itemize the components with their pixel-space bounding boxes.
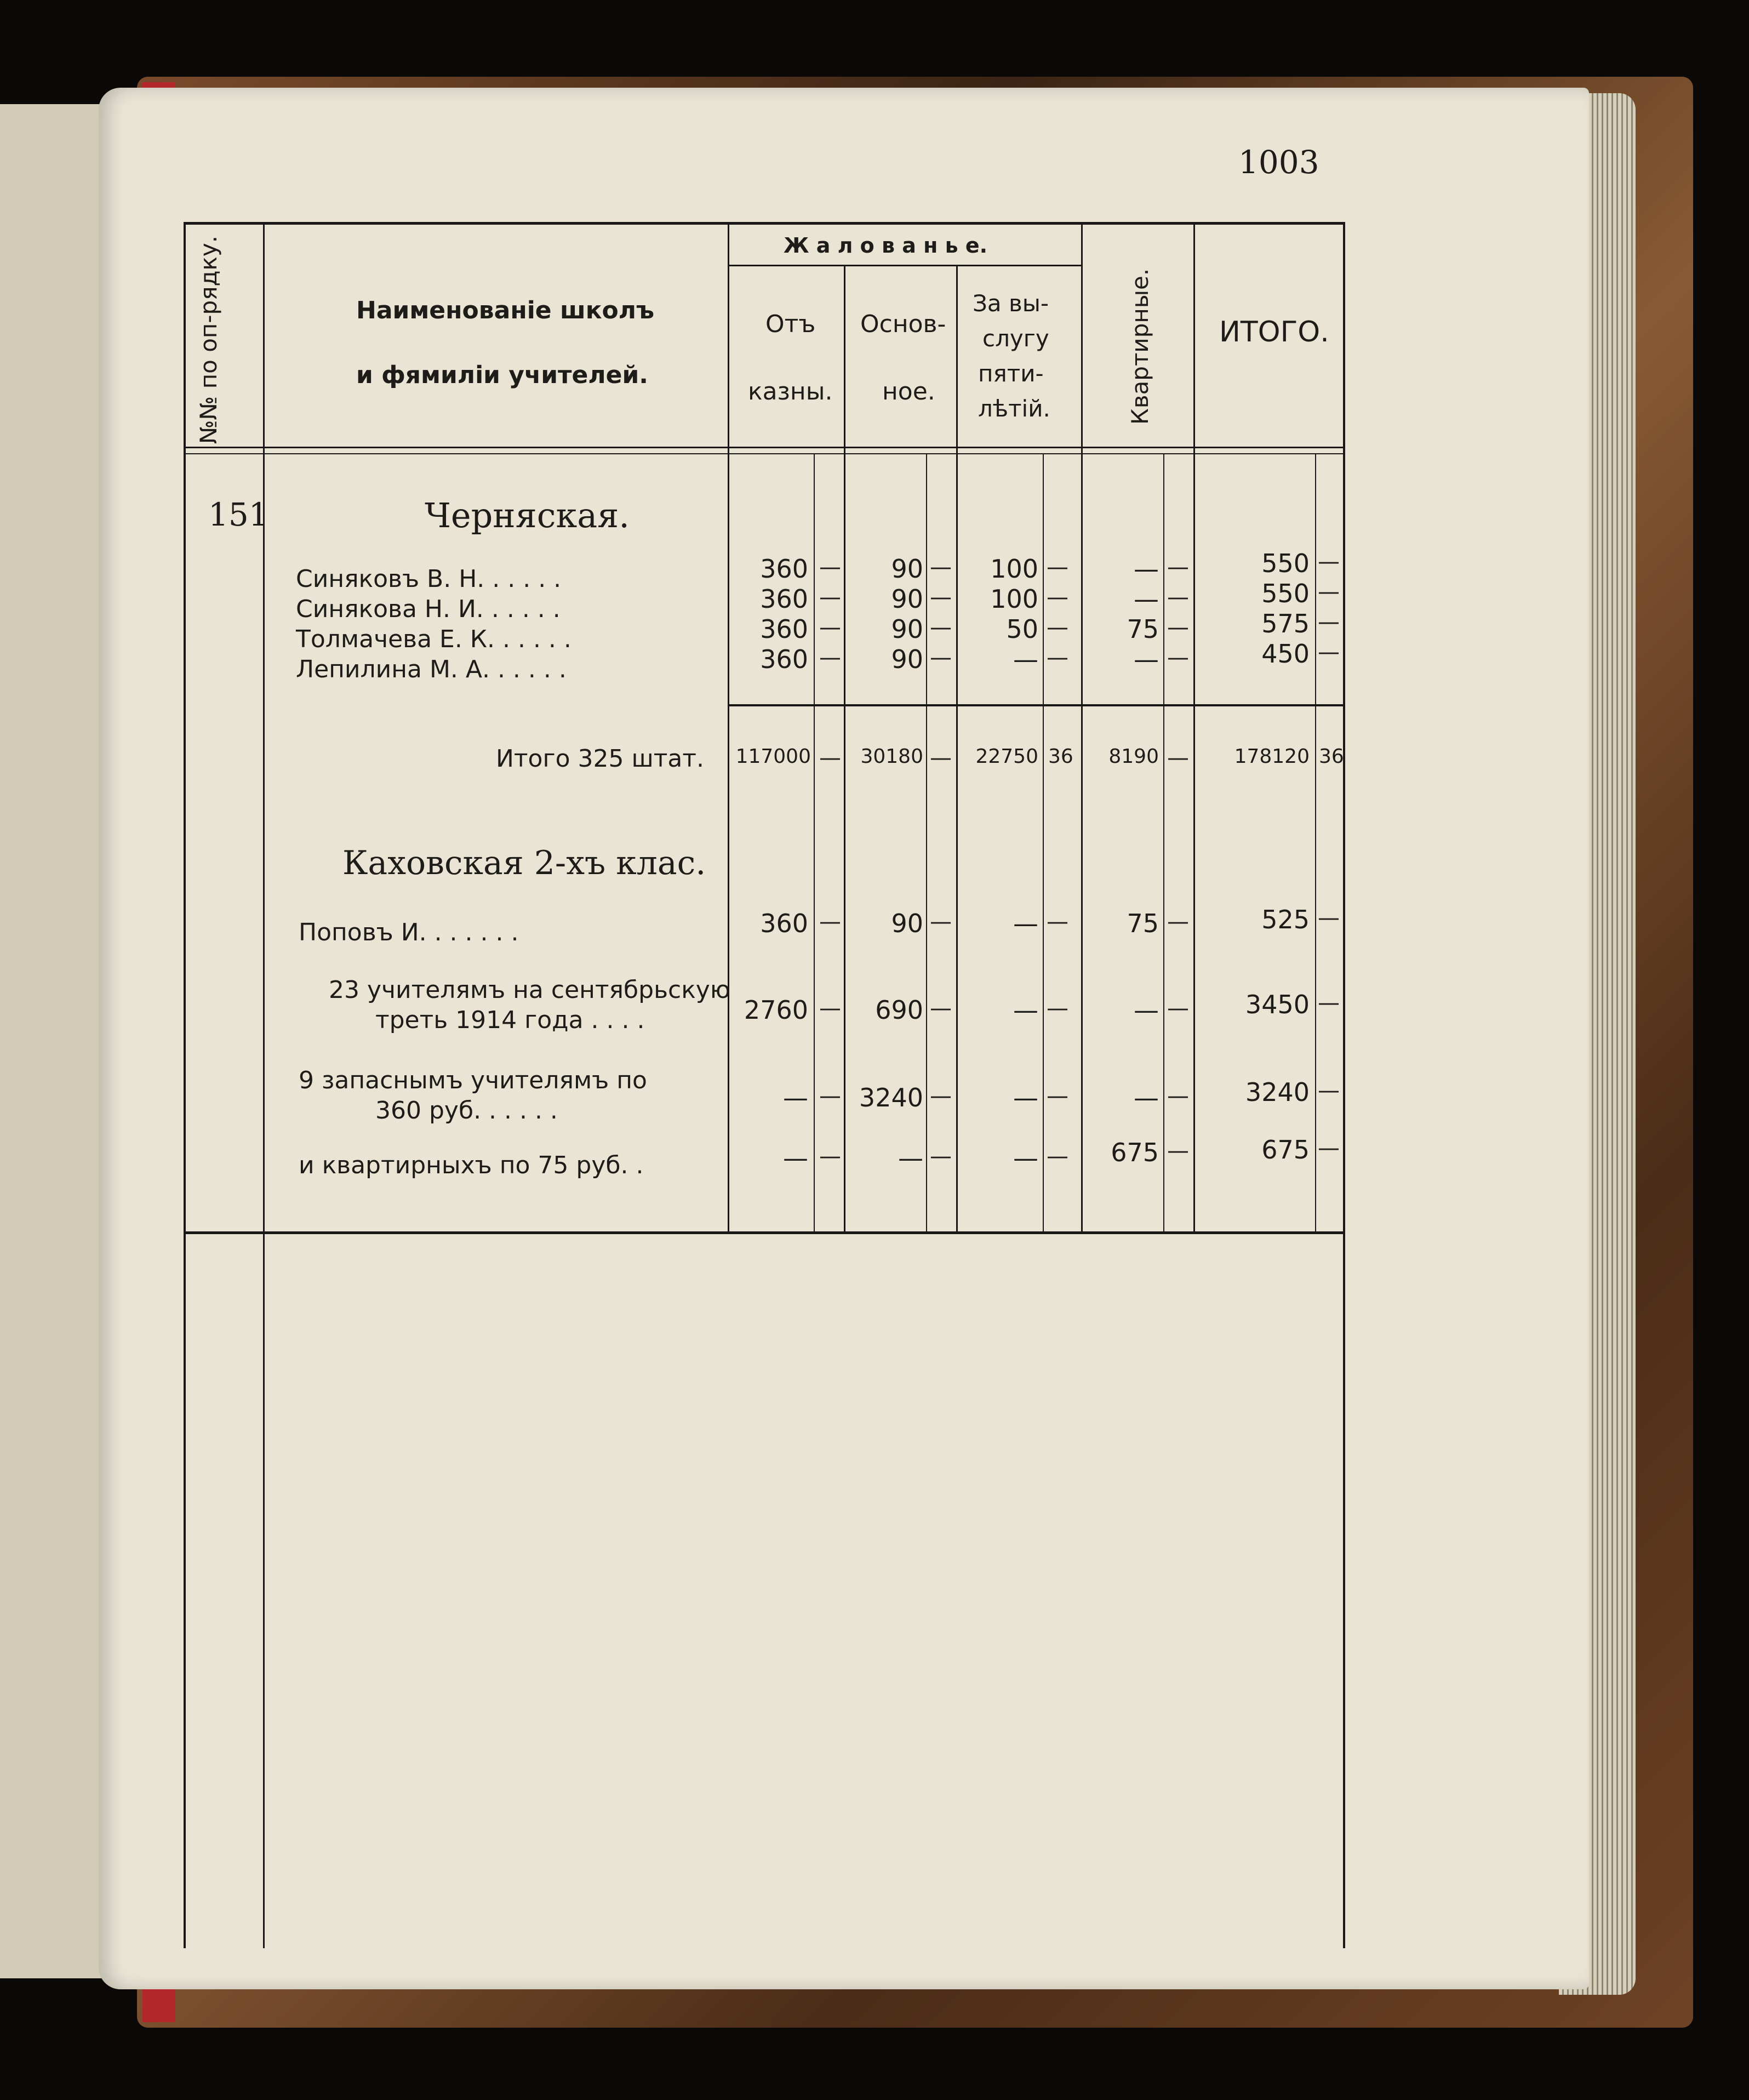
kop-dash: — xyxy=(819,585,841,610)
header-name-col-1: Наименованіе школъ xyxy=(356,296,655,324)
header-rule xyxy=(184,447,1345,448)
cell-kvart: — xyxy=(1134,644,1159,674)
cell-vyslugu: — xyxy=(1013,909,1038,938)
cell-itogo: 550 xyxy=(1261,549,1310,578)
cell-vyslugu: — xyxy=(1013,644,1038,674)
kop-dash: — xyxy=(819,996,841,1021)
header-kvartirnye: Квартирные. xyxy=(1127,268,1153,425)
kop-dash: — xyxy=(1047,1083,1068,1109)
kop-dash: — xyxy=(1047,909,1068,934)
header-name-col-2: и фямиліи учителей. xyxy=(356,361,648,389)
cell-osnov: 90 xyxy=(891,614,923,644)
kop-dash: — xyxy=(819,745,841,771)
col-rule-osnov xyxy=(956,266,958,1233)
col-rule-name xyxy=(728,222,729,1233)
cell-kazny: — xyxy=(783,1143,808,1173)
table-top-rule xyxy=(184,222,1345,225)
total-vyslugu: 22750 xyxy=(975,745,1038,768)
row-label-line1: 9 запаснымъ учителямъ по xyxy=(299,1066,647,1094)
cell-kazny: 360 xyxy=(760,614,808,644)
header-vyslugu-2: слугу xyxy=(982,325,1049,352)
kop-dash: — xyxy=(1047,555,1068,580)
header-rule-2 xyxy=(184,453,1345,454)
cell-kvart: — xyxy=(1134,554,1159,584)
cell-kvart: 675 xyxy=(1111,1138,1159,1167)
row-label-line2: треть 1914 года . . . . xyxy=(375,1006,645,1034)
cell-itogo: 575 xyxy=(1261,609,1310,638)
header-kazny-2: казны. xyxy=(748,378,833,406)
cell-kazny: 360 xyxy=(760,584,808,614)
cell-itogo: 450 xyxy=(1261,639,1310,669)
kop-dash: — xyxy=(1167,615,1189,640)
kop-dash: — xyxy=(1318,609,1340,635)
kop-dash: — xyxy=(930,745,952,771)
cell-kvart: — xyxy=(1134,995,1159,1025)
teacher-name: Толмачева Е. К. . . . . . xyxy=(296,625,571,653)
row-label-line2: 360 руб. . . . . . xyxy=(375,1097,558,1125)
kop-dash: — xyxy=(1318,640,1340,665)
kop-dash: — xyxy=(1318,1135,1340,1161)
header-vyslugu-4: лѣтій. xyxy=(978,395,1050,422)
header-osnov-1: Основ- xyxy=(860,310,946,338)
kop-dash: — xyxy=(1318,905,1340,931)
total-separator-rule xyxy=(728,704,1345,706)
header-num-col: №№ по оп-рядку. xyxy=(195,235,222,444)
cell-kvart: 75 xyxy=(1127,614,1159,644)
table-left-rule xyxy=(184,222,186,1948)
cell-vyslugu: 50 xyxy=(1006,614,1038,644)
page-number: 1003 xyxy=(1238,144,1319,181)
school-name-1: Черняская. xyxy=(425,495,630,535)
block-bottom-rule xyxy=(184,1231,1345,1234)
kop-dash: — xyxy=(1167,745,1189,771)
cell-osnov: 690 xyxy=(875,995,923,1025)
kop-dash: — xyxy=(819,1083,841,1109)
kop-dash: — xyxy=(1047,996,1068,1021)
cell-osnov: — xyxy=(898,1143,923,1173)
kop-dash: — xyxy=(930,555,952,580)
total-vyslugu-kop: 36 xyxy=(1048,745,1073,768)
cell-kazny: 360 xyxy=(760,909,808,938)
cell-kvart: — xyxy=(1134,584,1159,614)
kop-dash: — xyxy=(930,645,952,670)
kop-rule-itogo xyxy=(1315,454,1316,1233)
kop-dash: — xyxy=(819,909,841,934)
header-salary-group: Ж а л о в а н ь е. xyxy=(784,233,988,258)
kop-dash: — xyxy=(819,1144,841,1169)
kop-dash: — xyxy=(1047,585,1068,610)
kop-dash: — xyxy=(1167,645,1189,670)
kop-dash: — xyxy=(930,585,952,610)
kop-dash: — xyxy=(930,615,952,640)
kop-rule-kazny xyxy=(814,454,815,1233)
cell-osnov: 90 xyxy=(891,909,923,938)
kop-dash: — xyxy=(930,1083,952,1109)
kop-dash: — xyxy=(1167,996,1189,1021)
header-vyslugu-3: пяти- xyxy=(978,360,1044,387)
col-rule-num xyxy=(263,222,265,1948)
cell-itogo: 550 xyxy=(1261,579,1310,608)
teacher-name: Лепилина М. А. . . . . . xyxy=(296,655,567,683)
cell-itogo: 3240 xyxy=(1245,1077,1310,1107)
kop-dash: — xyxy=(1167,555,1189,580)
cell-osnov: 90 xyxy=(891,584,923,614)
cell-kazny: 360 xyxy=(760,644,808,674)
total-label: Итого 325 штат. xyxy=(496,745,704,773)
row-label-line1: 23 учителямъ на сентябрьскую xyxy=(329,976,730,1004)
kop-dash: — xyxy=(1318,549,1340,574)
header-kazny-1: Отъ xyxy=(765,310,816,338)
teacher-name: Поповъ И. . . . . . . xyxy=(299,918,519,946)
kop-dash: — xyxy=(819,555,841,580)
kop-rule-kvart xyxy=(1163,454,1164,1233)
kop-dash: — xyxy=(819,615,841,640)
kop-dash: — xyxy=(930,1144,952,1169)
row-label-line1: и квартирныхъ по 75 руб. . xyxy=(299,1151,644,1179)
total-kvart: 8190 xyxy=(1108,745,1159,768)
total-kazny: 117000 xyxy=(735,745,811,768)
cell-kvart: 75 xyxy=(1127,909,1159,938)
kop-dash: — xyxy=(819,645,841,670)
salary-group-rule xyxy=(729,265,1081,266)
kop-dash: — xyxy=(1167,1083,1189,1109)
col-rule-vyslugu xyxy=(1081,222,1083,1233)
kop-dash: — xyxy=(1167,909,1189,934)
cell-itogo: 675 xyxy=(1261,1135,1310,1165)
cell-itogo: 3450 xyxy=(1245,990,1310,1019)
kop-dash: — xyxy=(1167,1138,1189,1163)
header-osnov-2: ное. xyxy=(882,378,935,406)
kop-dash: — xyxy=(1318,579,1340,604)
kop-dash: — xyxy=(1047,615,1068,640)
teacher-name: Синякова Н. И. . . . . . xyxy=(296,595,561,623)
left-page-edge xyxy=(0,104,105,1978)
kop-dash: — xyxy=(930,909,952,934)
total-osnov: 30180 xyxy=(860,745,923,768)
kop-dash: — xyxy=(1318,990,1340,1015)
total-itogo: 178120 xyxy=(1234,745,1310,768)
header-vyslugu-1: За вы- xyxy=(973,290,1049,317)
kop-dash: — xyxy=(1047,1144,1068,1169)
cell-kvart: — xyxy=(1134,1083,1159,1112)
cell-osnov: 3240 xyxy=(859,1083,923,1112)
kop-dash: — xyxy=(1167,585,1189,610)
cell-osnov: 90 xyxy=(891,554,923,584)
cell-kazny: — xyxy=(783,1083,808,1112)
kop-rule-osnov xyxy=(926,454,927,1233)
kop-dash: — xyxy=(930,996,952,1021)
cell-kazny: 2760 xyxy=(744,995,808,1025)
salary-table xyxy=(184,222,1345,1948)
school-number: 151 xyxy=(208,496,269,533)
cell-vyslugu: 100 xyxy=(990,584,1038,614)
col-rule-kazny xyxy=(844,266,845,1233)
total-itogo-kop: 36 xyxy=(1319,745,1344,768)
table-right-rule xyxy=(1343,222,1345,1948)
cell-vyslugu: — xyxy=(1013,995,1038,1025)
cell-vyslugu: — xyxy=(1013,1083,1038,1112)
cell-kazny: 360 xyxy=(760,554,808,584)
kop-dash: — xyxy=(1318,1078,1340,1103)
cell-itogo: 525 xyxy=(1261,905,1310,934)
col-rule-kvart xyxy=(1193,222,1195,1233)
cell-vyslugu: 100 xyxy=(990,554,1038,584)
teacher-name: Синяковъ В. Н. . . . . . xyxy=(296,565,562,593)
kop-dash: — xyxy=(1047,645,1068,670)
school-name-2: Каховская 2-хъ клас. xyxy=(342,844,706,882)
header-itogo: ИТОГО. xyxy=(1219,316,1329,349)
kop-rule-vyslugu xyxy=(1043,454,1044,1233)
cell-osnov: 90 xyxy=(891,644,923,674)
cell-vyslugu: — xyxy=(1013,1143,1038,1173)
